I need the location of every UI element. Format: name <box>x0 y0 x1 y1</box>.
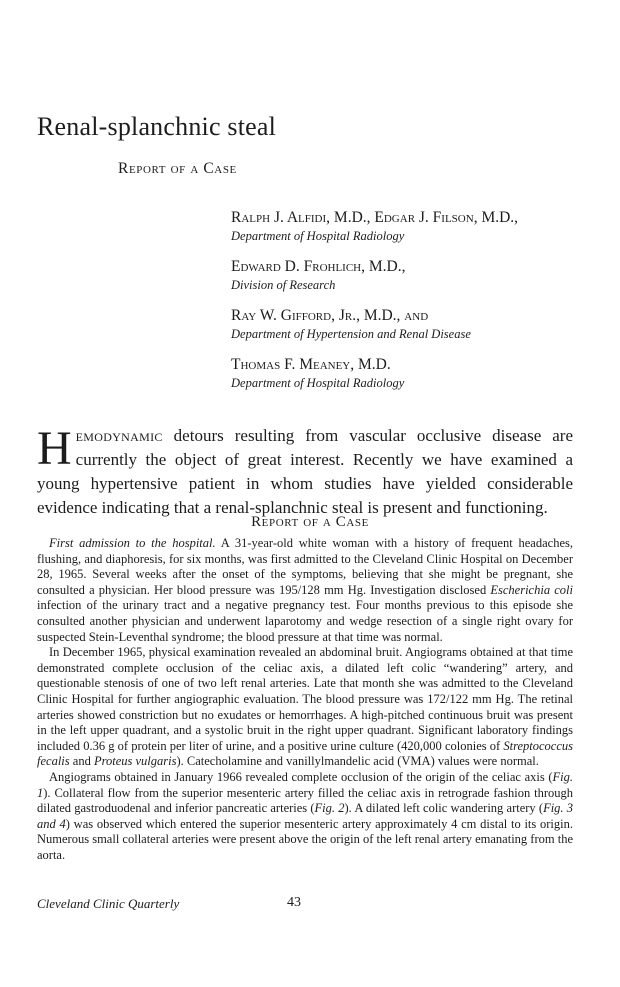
author-group <box>231 208 591 245</box>
author-list <box>231 208 591 404</box>
figure-reference: Fig. 2 <box>314 801 345 816</box>
paragraph-text: and <box>69 754 94 769</box>
paragraph-first-admission <box>37 536 573 645</box>
author-department: Division of Research <box>231 278 336 292</box>
intro-text: detours resulting from vascular occlusive disease are currently the object of great interest. Recently we have examined a young hypertensive patient in whom studies have yielded considerable evidence indicating that a renal-splanchnic steal is present and functioning. <box>37 426 573 517</box>
paragraph-text: ). Catecholamine and vanillylmandelic acid (VMA) values were normal. <box>176 754 539 769</box>
author-group <box>231 306 591 343</box>
organism-name: Escherichia coli <box>490 582 573 597</box>
author-group <box>231 257 591 294</box>
paragraph-text: Angiograms obtained in January 1966 revealed complete occlusion of the origin of the celiac axis ( <box>49 769 553 784</box>
paragraph-text: ). A dilated left colic wandering artery ( <box>344 801 544 816</box>
intro-first-word: emodynamic <box>75 426 163 445</box>
paragraph-text: A 31-year-old white woman with a history of frequent headaches, flushing, and diaphoresis, for six months, was first admitted to the Cleveland Clinic Hospital on December 28, 1965. Several weeks after the onset of the symptoms, believing that she might be pregnant, she consulted a physician. Her blood pressure was 195/128 mm Hg. Investigation disclosed <box>37 536 573 597</box>
author-name: Ralph J. Alfidi, M.D., Edgar J. Filson, M.D., <box>231 209 519 226</box>
paragraph-text: ) was observed which entered the superior mesenteric artery approximately 4 cm distal to its origin. Numerous small collateral arteries were present above the origin of the left renal artery emanating from the aorta. <box>37 816 574 862</box>
author-group <box>231 355 591 392</box>
organism-name: Streptococcus fecalis <box>37 738 573 769</box>
body-text <box>37 536 573 863</box>
footer-journal-name: Cleveland Clinic Quarterly <box>37 896 180 911</box>
author-department: Department of Hospital Radiology <box>231 229 405 243</box>
author-department: Department of Hypertension and Renal Disease <box>231 327 471 341</box>
drop-cap: H <box>37 422 72 475</box>
author-department: Department of Hospital Radiology <box>231 376 405 390</box>
author-name: Ray W. Gifford, Jr., M.D., and <box>231 307 429 324</box>
author-name: Thomas F. Meaney, M.D. <box>231 356 391 373</box>
paragraph-december-1965 <box>37 645 573 770</box>
author-name: Edward D. Frohlich, M.D., <box>231 258 406 275</box>
section-heading: Report of a Case <box>251 514 369 530</box>
paragraph-angiograms-1966 <box>37 770 573 864</box>
organism-name: Proteus vulgaris <box>93 754 177 769</box>
paragraph-text: ). Collateral flow from the superior mesenteric artery filled the celiac axis in retrograde fashion through dilated gastroduodenal and inferior pancreatic arteries ( <box>37 785 573 816</box>
paragraph-text: In December 1965, physical examination revealed an abdominal bruit. Angiograms obtained at that time demonstrated complete occlusion of the celiac axis, a dilated left colic “wandering” artery, and questionable stenosis of one of two left renal arteries. Late that month she was admitted to the Cleveland Clinic Hospital for further angiographic evaluation. The blood pressure was 172/122 mm Hg. The retinal arteries showed constriction but no exudates or hemorrhages. A high-pitched continuous bruit was present in the left upper quadrant, and a systolic bruit in the right upper quadrant. Significant laboratory findings included 0.36 g of protein per liter of urine, and a positive urine culture (420,000 colonies of <box>37 645 573 753</box>
figure-reference: Fig. 1 <box>37 769 573 800</box>
article-subtitle: Report of a Case <box>118 160 237 177</box>
intro-paragraph <box>37 424 573 520</box>
paragraph-lead: First admission to the hospital. <box>49 536 216 550</box>
page-number: 43 <box>287 895 301 910</box>
article-title: Renal-splanchnic steal <box>37 112 277 141</box>
paragraph-text: infection of the urinary tract and a negative pregnancy test. Four months previous to this episode she consulted another physician and underwent laparotomy and wedge resection of a single right ovary for suspected Stein-Leventhal syndrome; the blood pressure at that time was normal. <box>37 598 573 644</box>
figure-reference: Fig. 3 and 4 <box>37 801 574 831</box>
